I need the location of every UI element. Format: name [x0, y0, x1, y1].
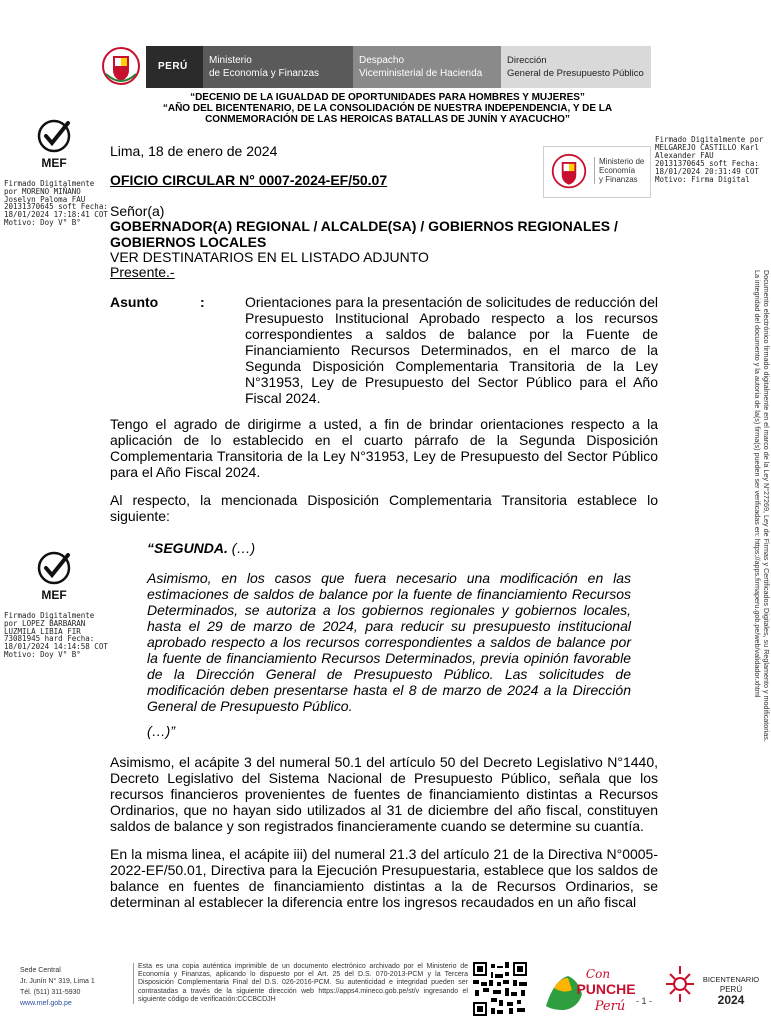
- mef-check-icon: [32, 118, 76, 170]
- header-ministry: [203, 46, 353, 88]
- paragraph-1: Tengo el agrado de dirigirme a usted, a fin de brindar orientaciones respecto a la aplicación de lo establecido en el cuarto párrafo de la Segunda Disposición Complementaria Transitoria de la Ley N°31953, Ley de Presupuesto del Sector Público para el Año Fiscal 2024.: [110, 416, 658, 480]
- header-vice: [353, 46, 501, 88]
- bicentenario-peru-text: PERÚ: [719, 985, 743, 994]
- header-country: PERÚ: [146, 46, 203, 88]
- con-text: Con: [585, 967, 611, 981]
- oficio-number: OFICIO CIRCULAR N° 0007-2024-EF/50.07: [110, 172, 388, 188]
- paragraph-4: En la misma linea, el acápite iii) del numeral 21.3 del artículo 21 de la Directiva N°0005-2022-EF/50.01, Directiva para la Ejecución Presupuestaria, establece que los saldos de balance en fuentes de financiamiento distintas a la de Recursos Ordinarios, se determinan al establecer la diferencia entre los ingresos recaudados en un año fiscal: [110, 846, 658, 910]
- bicentenario-year: 2024: [717, 993, 745, 1007]
- recipients-line1: GOBERNADOR(A) REGIONAL / ALCALDE(SA) / GOBIERNOS REGIONALES /: [110, 218, 618, 234]
- asunto-text: Orientaciones para la presentación de solicitudes de reducción del Presupuesto Institucional Aprobado respecto a los recursos correspondientes a saldos de balance por la Fuente de Financiamiento Recursos Determinados, en el marco de la Segunda Disposición Complementaria Transitoria de la Ley N°31953, Ley de Presupuesto del Sector Público para el Año Fiscal 2024.: [245, 294, 658, 406]
- vertical-note-line1: Documento electrónico firmado digitalmente en el marco de la Ley N°27269, Ley de Firmas y Certificados Digitales, su Reglamento y modificatorias.: [762, 270, 771, 742]
- footer-url[interactable]: www.mef.gob.pe: [20, 1000, 72, 1007]
- decenio-line2: “AÑO DEL BICENTENARIO, DE LA CONSOLIDACIÓN DE NUESTRA INDEPENDENCIA, Y DE LA: [162, 103, 613, 114]
- paragraph-2: Al respecto, la mencionada Disposición Complementaria Transitoria establece lo siguiente:: [110, 492, 658, 524]
- header-ministry-line1: Ministerio: [209, 55, 252, 66]
- header-vice-line1: Despacho: [359, 55, 405, 66]
- vertical-note-line2: La integridad del documento y la autoría de la(s) firma(s) pueden ser verificadas en: https://apps.firmaperu.gob.pe/web/validador.xhtml: [753, 270, 762, 698]
- signature-logo-line2: Economía: [599, 166, 636, 175]
- quote-heading-bold: “SEGUNDA.: [147, 540, 228, 556]
- qr-code-icon: [473, 962, 527, 1016]
- recipients-note: VER DESTINATARIOS EN EL LISTADO ADJUNTO: [110, 249, 429, 265]
- footer-sede: Sede Central: [20, 967, 61, 974]
- quote-heading-rest: (…): [227, 540, 256, 556]
- asunto-label: Asunto: [110, 294, 159, 310]
- header-ministry-line2: de Economía y Finanzas: [209, 68, 320, 79]
- asunto-colon: :: [200, 294, 205, 310]
- right-signature-text: Firmado Digitalmente por MELGAREJO CASTILLO Karl Alexander FAU 20131370645 soft Fecha: 18/01/2024 20:31:49 COT Motivo: Firma Digital: [655, 135, 764, 184]
- paragraph-3: Asimismo, el acápite 3 del numeral 50.1 del artículo 50 del Decreto Legislativo N°1440, Decreto Legislativo del Sistema Nacional de Presupuesto Público, señala que los recursos financieros provenientes de fuentes de financiamiento distintas a Recursos Ordinarios, que no hayan sido utilizados al 31 de diciembre del año fiscal, constituyen saldos de balance y son registrados financieramente cuando se determine su cuantía.: [110, 754, 658, 834]
- presente: Presente.-: [110, 264, 175, 280]
- stamp-1-logo-text: MEF: [41, 156, 67, 170]
- header-dir-line1: Dirección: [507, 55, 547, 66]
- salutation: Señor(a): [110, 203, 165, 219]
- letter-date: Lima, 18 de enero de 2024: [110, 143, 278, 159]
- peru-text: Perú: [594, 999, 626, 1014]
- vertical-verification-note: [735, 270, 771, 742]
- footer-address: [20, 965, 120, 1009]
- quote-body: Asimismo, en los casos que fuera necesario una modificación en las estimaciones de saldos de balance por la fuente de financiamiento Recursos Determinados, se autoriza a los gobiernos regionales y gobiernos locales, hasta el 29 de marzo de 2024, para reducir su presupuesto institucional aprobado respecto a los recursos correspondientes a saldos de balance por la fuente de financiamiento Recursos Determinados, previa opinión favorable de la Dirección General de Presupuesto Público. Las solicitudes de modificación deben presentarse hasta el 8 de marzo de 2024 a la Dirección General de Presupuesto Público.: [147, 570, 631, 714]
- recipients-line2: GOBIERNOS LOCALES: [110, 234, 267, 250]
- con-punche-peru-logo: [540, 958, 648, 1018]
- footer-phone: Tél. (511) 311-5930: [20, 989, 81, 996]
- decenio-line3: CONMEMORACIÓN DE LAS HEROICAS BATALLAS DE JUNÍN Y AYACUCHO”: [205, 114, 570, 125]
- page-number: - 1 -: [636, 996, 653, 1006]
- signature-logo-line1: Ministerio de: [599, 157, 645, 166]
- header-dir-line2: General de Presupuesto Público: [507, 68, 644, 79]
- bicentenario-logo: [656, 960, 764, 1016]
- stamp-2-text: Firmado Digitalmente por LOPEZ BARBARAN LUZMILA LIBIA FIR 73081945 hard Fecha: 18/01/2024 14:14:58 COT Motivo: Doy V° B°: [4, 611, 108, 659]
- stamp-2-logo-text: MEF: [41, 588, 67, 602]
- mef-check-icon: [32, 550, 76, 602]
- footer-authenticity-notice: Esta es una copia auténtica imprimible de un documento electrónico archivado por el Ministerio de Economía y Finanzas, aplicando lo dispuesto por el Art. 25 del D.S. 070-2013-PCM y la Tercera Disposición Complementaria Final del D.S. 026-2016-PCM. Su autenticidad e integridad pueden ser contrastadas a través de la siguiente dirección web https://apps4.mineco.gob.pe/st/v ingresando el siguiente código de verificación:CCCBCDJH: [133, 963, 468, 1004]
- punche-text: PUNCHE: [576, 981, 636, 997]
- decenio-line1: “DECENIO DE LA IGUALDAD DE OPORTUNIDADES PARA HOMBRES Y MUJERES”: [190, 92, 585, 103]
- quote-end: (…)”: [147, 723, 175, 739]
- bicentenario-text: BICENTENARIO: [702, 975, 760, 984]
- quote-heading: [147, 540, 631, 556]
- stamp-1-text: Firmado Digitalmente por MORENO MIÑANO Joselyn Paloma FAU 20131370645 soft Fecha: 18/01/2024 17:18:41 COT Motivo: Doy V° B°: [4, 179, 108, 227]
- decenio-heading: [100, 92, 675, 125]
- header-direction: [501, 46, 651, 88]
- signature-logo-line3: y Finanzas: [599, 175, 638, 184]
- header-vice-line2: Viceministerial de Hacienda: [359, 68, 483, 79]
- footer-address-line: Jr. Junín N° 319, Lima 1: [20, 978, 95, 985]
- peru-shield-icon: [100, 44, 142, 90]
